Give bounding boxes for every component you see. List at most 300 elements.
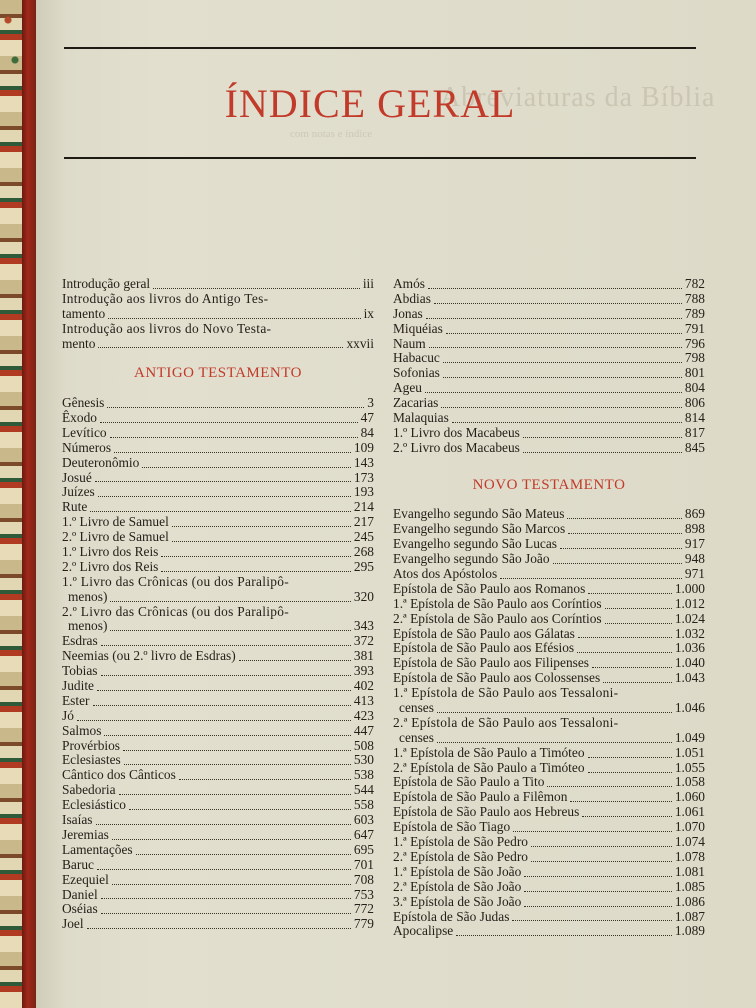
list-entry <box>62 917 374 932</box>
dot-leader <box>437 711 672 713</box>
dot-leader <box>443 376 682 378</box>
list-entry <box>393 381 705 396</box>
list-entry <box>393 790 705 805</box>
dot-leader <box>568 532 682 534</box>
dot-leader <box>153 287 360 289</box>
entry-page: 1.081 <box>674 863 705 879</box>
list-entry <box>393 292 705 307</box>
entry-name: Introdução aos livros do Novo Testa- <box>62 320 272 336</box>
list-entry <box>393 910 705 925</box>
entry-page: 869 <box>684 506 705 522</box>
dot-leader <box>434 302 682 304</box>
section-heading-novo: NOVO TESTAMENTO <box>472 476 626 493</box>
dot-leader <box>570 800 671 802</box>
dot-leader <box>172 540 351 542</box>
dot-leader <box>110 629 350 631</box>
entry-name: Malaquias <box>393 410 449 425</box>
entry-page: 109 <box>353 439 374 455</box>
novo-testamento-list <box>393 507 705 939</box>
list-entry <box>62 515 374 530</box>
list-entry <box>393 865 705 880</box>
list-entry <box>393 641 705 656</box>
list-entry <box>62 664 374 679</box>
entry-name: Epístola de São Judas <box>393 908 510 924</box>
list-entry <box>393 337 705 352</box>
entry-name: 1.º Livro de Samuel <box>62 514 169 530</box>
list-entry <box>62 471 374 486</box>
entry-page: 772 <box>353 901 374 917</box>
dot-leader <box>426 317 682 319</box>
bleed-through-subtitle: com notas e índice <box>290 128 373 140</box>
list-entry-line2 <box>62 619 374 634</box>
dot-leader <box>429 346 682 348</box>
dot-leader <box>547 785 671 787</box>
entry-name: 2.ª Epístola de São Pedro <box>393 848 528 864</box>
entry-page: 1.032 <box>674 625 705 641</box>
list-entry <box>62 813 374 828</box>
dot-leader <box>500 577 682 579</box>
dot-leader <box>428 287 682 289</box>
entry-page: 1.049 <box>674 729 705 745</box>
entry-page: 1.078 <box>674 848 705 864</box>
list-entry <box>393 612 705 627</box>
dot-leader <box>592 666 672 668</box>
index-column-left <box>62 277 374 932</box>
entry-page: 295 <box>353 558 374 574</box>
dot-leader <box>553 562 682 564</box>
entry-name: 2.ª Epístola de São Paulo a Timóteo <box>393 759 585 775</box>
entry-page: 798 <box>684 350 705 366</box>
dot-leader <box>524 890 672 892</box>
entry-page: 971 <box>684 566 705 582</box>
entry-page: 647 <box>353 826 374 842</box>
list-entry-line2 <box>393 701 705 716</box>
entry-page: 217 <box>353 514 374 530</box>
entry-name: Lamentações <box>62 841 133 857</box>
dot-leader <box>441 406 682 408</box>
red-page-edge <box>22 0 36 1008</box>
dot-leader <box>112 838 351 840</box>
list-entry <box>62 888 374 903</box>
entry-name: Sofonias <box>393 365 440 381</box>
entry-name: 1.ª Epístola de São Paulo aos Tessaloni- <box>393 685 619 701</box>
list-entry <box>393 441 705 456</box>
dot-leader <box>531 860 672 862</box>
entry-name: Epístola de São Tiago <box>393 819 511 835</box>
list-entry <box>62 426 374 441</box>
list-entry <box>62 411 374 426</box>
entry-page: 193 <box>353 484 374 500</box>
entry-page: 423 <box>353 707 374 723</box>
dot-leader <box>101 897 351 899</box>
list-entry <box>62 783 374 798</box>
list-entry <box>62 858 374 873</box>
entry-name: Deuteronômio <box>62 454 140 470</box>
dot-leader <box>112 883 351 885</box>
list-entry <box>393 924 705 939</box>
entry-page: 898 <box>684 521 705 537</box>
dot-leader <box>524 905 672 907</box>
entry-name: Epístola de São Paulo aos Gálatas <box>393 625 575 641</box>
dot-leader <box>90 510 351 512</box>
list-entry <box>62 441 374 456</box>
entry-page: 1.043 <box>674 670 705 686</box>
entry-name: Josué <box>62 469 92 485</box>
list-entry <box>393 820 705 835</box>
list-entry <box>393 776 705 791</box>
dot-leader <box>104 734 350 736</box>
list-entry <box>62 754 374 769</box>
entry-page: 1.060 <box>674 789 705 805</box>
entry-name: Jó <box>62 707 74 723</box>
list-entry <box>62 545 374 560</box>
entry-name: Naum <box>393 335 426 351</box>
entry-page: 845 <box>684 439 705 455</box>
entry-page: 1.036 <box>674 640 705 656</box>
dot-leader <box>560 547 682 549</box>
entry-name: Tobias <box>62 663 98 679</box>
spacer <box>393 493 705 508</box>
intro-entry <box>62 277 374 292</box>
dot-leader <box>142 466 351 468</box>
entry-page: 447 <box>353 722 374 738</box>
entry-page: 47 <box>360 410 374 425</box>
entry-page: 1.012 <box>674 595 705 611</box>
dot-leader <box>512 919 671 921</box>
dot-leader <box>179 778 351 780</box>
dot-leader <box>96 823 351 825</box>
entry-name: 1.º Livro dos Macabeus <box>393 424 520 440</box>
dot-leader <box>101 912 351 914</box>
dot-leader <box>119 793 351 795</box>
antigo-testamento-list <box>62 396 374 932</box>
list-entry <box>393 805 705 820</box>
entry-page: 1.087 <box>674 908 705 924</box>
top-rule <box>64 47 696 49</box>
list-entry <box>62 530 374 545</box>
dot-leader <box>97 868 351 870</box>
entry-name: Habacuc <box>393 350 440 366</box>
antigo-testamento-continued-list <box>393 277 705 456</box>
entry-name: 1.ª Epístola de São Paulo a Timóteo <box>393 744 585 760</box>
entry-name: Gênesis <box>62 395 105 411</box>
entry-name: Eclesiástico <box>62 797 126 813</box>
list-entry <box>62 739 374 754</box>
entry-page: 214 <box>353 499 374 515</box>
dot-leader <box>98 495 351 497</box>
list-entry <box>393 567 705 582</box>
list-entry <box>62 634 374 649</box>
spacer <box>62 381 374 396</box>
entry-name: 2.ª Epístola de São Paulo aos Tessaloni- <box>393 714 619 730</box>
entry-name: Eclesiastes <box>62 752 121 768</box>
entry-name-cont: censes <box>399 700 434 716</box>
entry-name: Introdução geral <box>62 275 151 291</box>
dot-leader <box>603 681 672 683</box>
entry-page: 1.055 <box>674 759 705 775</box>
entry-name: Isaías <box>62 812 93 828</box>
entry-page: 1.061 <box>674 804 705 820</box>
list-entry <box>393 552 705 567</box>
entry-name: Baruc <box>62 856 94 872</box>
ornamental-border <box>0 0 22 1008</box>
list-entry <box>393 537 705 552</box>
dot-leader <box>452 421 682 423</box>
entry-name: Judite <box>62 678 94 694</box>
entry-page: 796 <box>684 335 705 351</box>
entry-page: ix <box>363 305 374 321</box>
entry-name: Ezequiel <box>62 871 109 887</box>
entry-name: Joel <box>62 916 84 932</box>
entry-name: Provérbios <box>62 737 121 753</box>
list-entry <box>62 768 374 783</box>
dot-leader <box>110 600 350 602</box>
list-entry <box>393 895 705 910</box>
entry-name: Evangelho segundo São Lucas <box>393 536 557 552</box>
index-column-right <box>393 277 705 939</box>
entry-page: 538 <box>353 767 374 783</box>
entry-name: Ageu <box>393 380 423 396</box>
list-entry <box>393 627 705 642</box>
entry-page: 708 <box>353 871 374 887</box>
page-title: ÍNDICE GERAL <box>224 81 516 126</box>
list-entry <box>393 396 705 411</box>
entry-name: Oséias <box>62 901 98 917</box>
entry-name: Cântico dos Cânticos <box>62 767 176 783</box>
dot-leader <box>446 332 682 334</box>
entry-name: Esdras <box>62 633 98 649</box>
entry-name: Epístola de São Paulo aos Efésios <box>393 640 575 656</box>
entry-page: 544 <box>353 782 374 798</box>
entry-page: 381 <box>353 648 374 664</box>
entry-name: Números <box>62 439 112 455</box>
dot-leader <box>582 815 672 817</box>
dot-leader <box>239 659 351 661</box>
entry-page: 806 <box>684 395 705 411</box>
bleed-through-title: Abreviaturas da Bíblia <box>440 82 716 113</box>
entry-name: 1.º Livro dos Reis <box>62 544 159 560</box>
dot-leader <box>605 622 672 624</box>
entry-name: Sabedoria <box>62 782 116 798</box>
entry-page: 917 <box>684 536 705 552</box>
list-entry <box>393 656 705 671</box>
dot-leader <box>443 361 682 363</box>
list-entry <box>393 507 705 522</box>
entry-page: iii <box>362 275 374 291</box>
entry-page: 1.051 <box>674 744 705 760</box>
entry-name: Abdias <box>393 290 431 306</box>
dot-leader <box>101 644 351 646</box>
entry-page: 1.024 <box>674 610 705 626</box>
entry-name: Evangelho segundo São Marcos <box>393 521 566 537</box>
entry-name: Evangelho segundo São Mateus <box>393 506 565 522</box>
list-entry <box>393 277 705 292</box>
dot-leader <box>101 674 351 676</box>
entry-page: 791 <box>684 320 705 336</box>
entry-name: Evangelho segundo São João <box>393 551 550 567</box>
dot-leader <box>129 808 351 810</box>
list-entry <box>393 322 705 337</box>
dot-leader <box>93 704 351 706</box>
dot-leader <box>437 741 672 743</box>
entry-name: Atos dos Apóstolos <box>393 566 498 582</box>
dot-leader <box>77 719 351 721</box>
entry-name: 1.ª Epístola de São Pedro <box>393 834 528 850</box>
list-entry <box>62 843 374 858</box>
dot-leader <box>425 391 682 393</box>
entry-page: 402 <box>353 678 374 694</box>
entry-name: Epístola de São Paulo a Tito <box>393 774 545 790</box>
list-entry-line1 <box>393 686 705 701</box>
entry-page: xxvii <box>346 335 374 351</box>
entry-page: 1.074 <box>674 834 705 850</box>
list-entry <box>62 724 374 739</box>
entry-page: 3 <box>367 395 374 411</box>
entry-name: Rute <box>62 499 88 515</box>
dot-leader <box>531 845 672 847</box>
entry-page: 701 <box>353 856 374 872</box>
dot-leader <box>124 763 351 765</box>
entry-page: 508 <box>353 737 374 753</box>
bottom-rule <box>64 157 696 159</box>
dot-leader <box>100 421 358 423</box>
list-entry-line2 <box>62 590 374 605</box>
list-entry <box>393 880 705 895</box>
entry-page: 143 <box>353 454 374 470</box>
list-entry <box>62 798 374 813</box>
list-entry-line1 <box>393 716 705 731</box>
entry-name-cont: menos) <box>68 588 108 604</box>
list-entry <box>393 522 705 537</box>
spacer <box>393 456 705 478</box>
entry-name: 3.ª Epístola de São João <box>393 893 522 909</box>
list-entry <box>393 411 705 426</box>
list-entry <box>62 709 374 724</box>
section-heading-antigo: ANTIGO TESTAMENTO <box>134 365 302 382</box>
entry-page: 1.000 <box>674 580 705 596</box>
list-entry <box>393 426 705 441</box>
entry-page: 603 <box>353 812 374 828</box>
intro-entry-line2 <box>62 337 374 352</box>
entry-name: 1.º Livro das Crônicas (ou dos Paralipô- <box>62 573 290 589</box>
dot-leader <box>108 317 360 319</box>
dot-leader <box>456 934 672 936</box>
entry-page: 948 <box>684 551 705 567</box>
list-entry <box>393 761 705 776</box>
dot-leader <box>107 406 364 408</box>
dot-leader <box>578 636 672 638</box>
entry-name-cont: tamento <box>62 305 106 321</box>
dot-leader <box>567 517 681 519</box>
dot-leader <box>524 875 672 877</box>
list-entry <box>393 850 705 865</box>
entry-name: Epístola de São Paulo a Filêmon <box>393 789 568 805</box>
dot-leader <box>136 853 351 855</box>
entry-page: 393 <box>353 663 374 679</box>
list-entry <box>393 835 705 850</box>
entry-name: 2.ª Epístola de São João <box>393 878 522 894</box>
list-entry <box>62 456 374 471</box>
entry-name: Epístola de São Paulo aos Hebreus <box>393 804 580 820</box>
dot-leader <box>588 756 672 758</box>
entry-page: 343 <box>353 618 374 634</box>
entry-page: 1.086 <box>674 893 705 909</box>
entry-name: Juízes <box>62 484 95 500</box>
dot-leader <box>523 451 682 453</box>
entry-name: 2.ª Epístola de São Paulo aos Coríntios <box>393 610 602 626</box>
entry-page: 245 <box>353 529 374 545</box>
entry-name: Epístola de São Paulo aos Colossenses <box>393 670 601 686</box>
spacer <box>62 351 374 366</box>
entry-name: Epístola de São Paulo aos Romanos <box>393 580 586 596</box>
entry-page: 814 <box>684 410 705 425</box>
dot-leader <box>588 771 672 773</box>
dot-leader <box>97 689 351 691</box>
dot-leader <box>87 927 351 929</box>
entry-page: 788 <box>684 290 705 306</box>
dot-leader <box>95 480 351 482</box>
dot-leader <box>523 436 682 438</box>
list-entry <box>62 694 374 709</box>
entry-name: Salmos <box>62 722 102 738</box>
entry-page: 1.058 <box>674 774 705 790</box>
entry-name: Introdução aos livros do Antigo Tes- <box>62 290 269 306</box>
list-entry <box>393 746 705 761</box>
entry-page: 753 <box>353 886 374 902</box>
entry-name: Levítico <box>62 424 107 440</box>
list-entry-line1 <box>62 575 374 590</box>
entry-name: 1.ª Epístola de São Paulo aos Coríntios <box>393 595 602 611</box>
list-entry <box>393 671 705 686</box>
entry-name-cont: censes <box>399 729 434 745</box>
list-entry <box>62 485 374 500</box>
entry-name: Amós <box>393 275 425 291</box>
entry-name: Zacarias <box>393 395 439 411</box>
dot-leader <box>588 592 672 594</box>
entry-page: 779 <box>353 916 374 932</box>
dot-leader <box>577 651 672 653</box>
entry-page: 782 <box>684 275 705 291</box>
list-entry-line1 <box>62 605 374 620</box>
entry-name: Êxodo <box>62 410 97 425</box>
entry-name: Ester <box>62 692 90 708</box>
list-entry <box>393 307 705 322</box>
intro-entry-line2 <box>62 307 374 322</box>
entry-name: Jonas <box>393 305 423 321</box>
entry-name: 1.ª Epístola de São João <box>393 863 522 879</box>
list-entry <box>393 366 705 381</box>
entry-name: Jeremias <box>62 826 109 842</box>
entry-page: 1.089 <box>674 923 705 939</box>
entry-page: 1.040 <box>674 655 705 671</box>
list-entry-line2 <box>393 731 705 746</box>
entry-name: 2.º Livro das Crônicas (ou dos Paralipô- <box>62 603 290 619</box>
entry-page: 1.070 <box>674 819 705 835</box>
dot-leader <box>123 749 351 751</box>
list-entry <box>62 500 374 515</box>
entry-name: Epístola de São Paulo aos Filipenses <box>393 655 590 671</box>
entry-page: 372 <box>353 633 374 649</box>
entry-name: Neemias (ou 2.º livro de Esdras) <box>62 648 236 664</box>
entry-name: Miquéias <box>393 320 443 336</box>
dot-leader <box>172 525 351 527</box>
entry-name: Apocalipse <box>393 923 454 939</box>
entry-page: 695 <box>353 841 374 857</box>
entry-page: 1.046 <box>674 700 705 716</box>
list-entry <box>62 828 374 843</box>
entry-page: 817 <box>684 424 705 440</box>
entry-page: 801 <box>684 365 705 381</box>
